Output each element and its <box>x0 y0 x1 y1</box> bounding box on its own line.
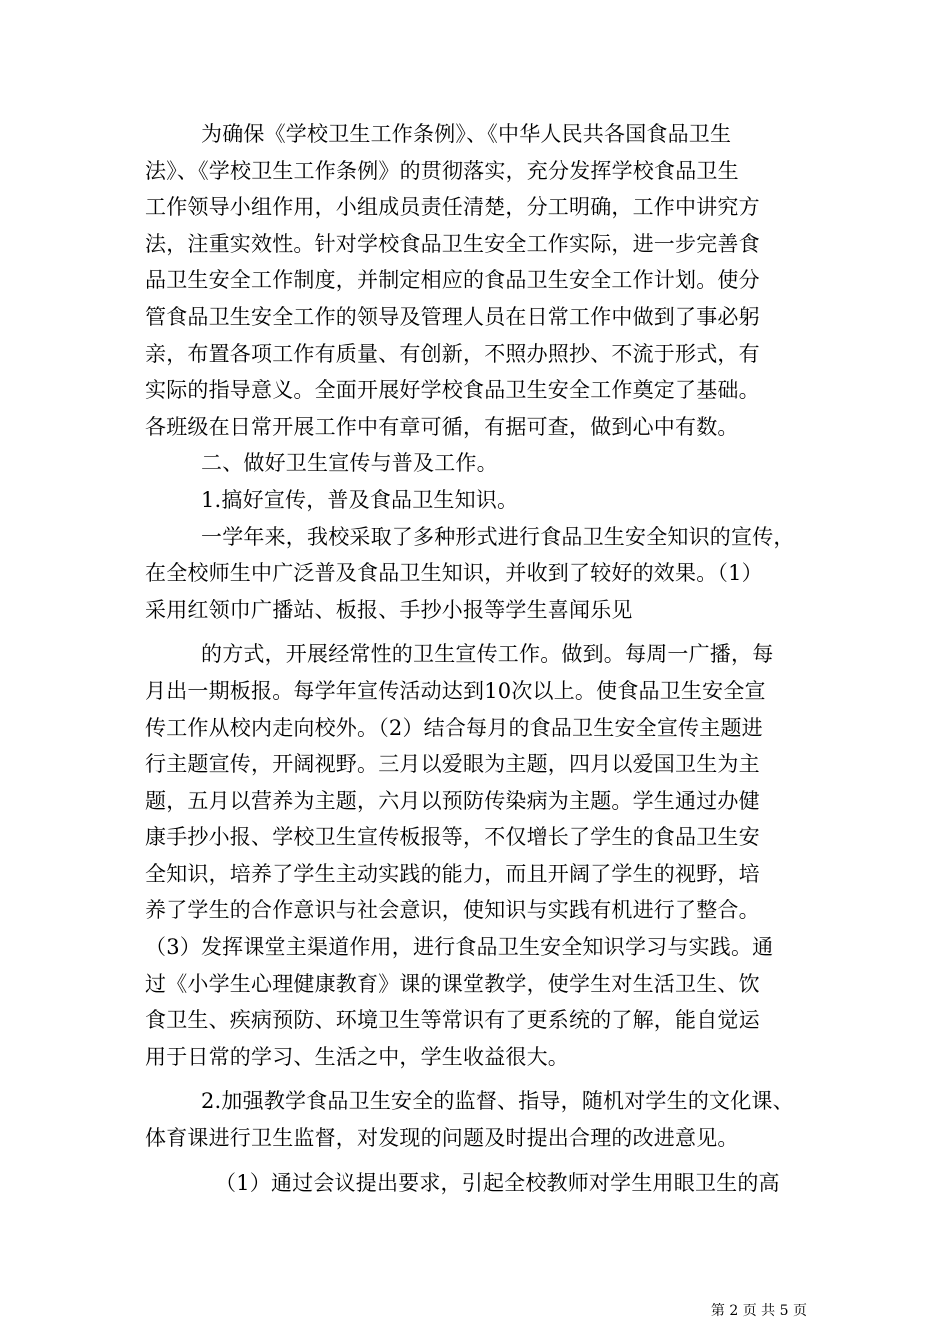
paragraph-line: 法，注重实效性。针对学校食品卫生安全工作实际，进一步完善食 <box>145 231 760 256</box>
paragraph-line: 养了学生的合作意识与社会意识，使知识与实践有机进行了整合。 <box>145 898 760 923</box>
paragraph-line: 体育课进行卫生监督，对发现的问题及时提出合理的改进意见。 <box>145 1126 739 1151</box>
paragraph-line: 题，五月以营养为主题，六月以预防传染病为主题。学生通过办健 <box>145 788 760 813</box>
paragraph-line: （1）通过会议提出要求，引起全校教师对学生用眼卫生的高 <box>215 1170 780 1195</box>
paragraph-line: 康手抄小报、学校卫生宣传板报等，不仅增长了学生的食品卫生安 <box>145 825 760 850</box>
paragraph-line: 一学年来，我校采取了多种形式进行食品卫生安全知识的宣传， <box>201 524 795 549</box>
paragraph-line: （3）发挥课堂主渠道作用，进行食品卫生安全知识学习与实践。通 <box>145 935 774 960</box>
paragraph-line: 月出一期板报。每学年宣传活动达到10次以上。使食品卫生安全宣 <box>145 678 766 703</box>
paragraph-line: 全知识，培养了学生主动实践的能力，而且开阔了学生的视野，培 <box>145 861 760 886</box>
paragraph-line: 食卫生、疾病预防、环境卫生等常识有了更系统的了解，能自觉运 <box>145 1008 760 1033</box>
document-body <box>145 116 805 1201</box>
paragraph-line: 管食品卫生安全工作的领导及管理人员在日常工作中做到了事必躬 <box>145 304 760 329</box>
paragraph-line: 的方式，开展经常性的卫生宣传工作。做到。每周一广播，每 <box>201 642 774 667</box>
subsection-heading: 1.搞好宣传，普及食品卫生知识。 <box>201 487 519 512</box>
paragraph-line: 用于日常的学习、生活之中，学生收益很大。 <box>145 1044 569 1069</box>
page-number: 第 2 页 共 5 页 <box>710 1303 807 1319</box>
paragraph-line: 法》、《学校卫生工作条例》的贯彻落实，充分发挥学校食品卫生 <box>145 158 739 183</box>
paragraph-line: 传工作从校内走向校外。（2）结合每月的食品卫生安全宣传主题进 <box>145 715 763 740</box>
paragraph-line: 2.加强教学食品卫生安全的监督、指导，随机对学生的文化课、 <box>201 1089 794 1114</box>
paragraph-line: 过《小学生心理健康教育》课的课堂教学，使学生对生活卫生、饮 <box>145 971 760 996</box>
section-heading: 二、做好卫生宣传与普及工作。 <box>201 451 498 476</box>
paragraph-line: 工作领导小组作用，小组成员责任清楚，分工明确，工作中讲究方 <box>145 195 760 220</box>
paragraph-line: 各班级在日常开展工作中有章可循，有据可查，做到心中有数。 <box>145 414 739 439</box>
paragraph-line: 品卫生安全工作制度，并制定相应的食品卫生安全工作计划。使分 <box>145 268 760 293</box>
paragraph-line: 采用红领巾广播站、板报、手抄小报等学生喜闻乐见 <box>145 597 633 622</box>
paragraph-line: 实际的指导意义。全面开展好学校食品卫生安全工作奠定了基础。 <box>145 378 760 403</box>
paragraph-line: 在全校师生中广泛普及食品卫生知识，并收到了较好的效果。（1） <box>145 561 763 586</box>
paragraph-line: 行主题宣传，开阔视野。三月以爱眼为主题，四月以爱国卫生为主 <box>145 752 760 777</box>
paragraph-line: 为确保《学校卫生工作条例》、《中华人民共各国食品卫生 <box>201 122 732 146</box>
paragraph-line: 亲，布置各项工作有质量、有创新，不照办照抄、不流于形式，有 <box>145 341 760 366</box>
